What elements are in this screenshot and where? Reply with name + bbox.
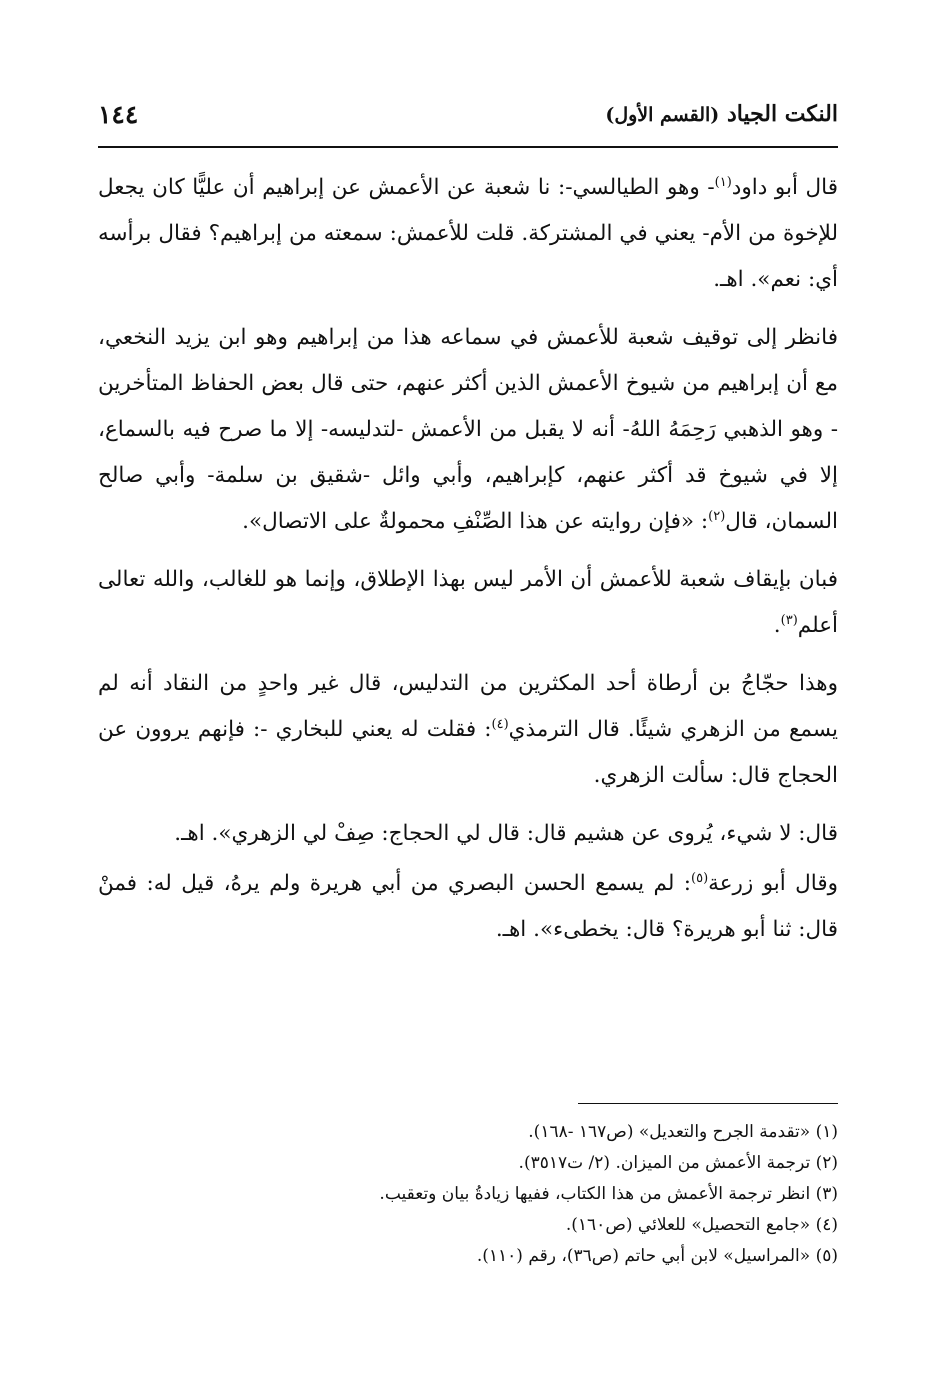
header-divider: [98, 146, 838, 148]
running-title: [605, 101, 838, 127]
paragraph: [98, 315, 838, 545]
paragraph-text: وقال أبو زرعة: [708, 871, 838, 896]
paragraph-text: فانظر إلى توقيف شعبة للأعمش في سماعه هذا من إبراهيم وهو ابن يزيد النخعي، مع أن إبراهيم من شيوخ الأعمش الذين أكثر عنهم، حتى قال بعض الحفاظ المتأخرين - وهو الذهبي رَحِمَهُ اللهُ- أنه لا يقبل من الأعمش -لتدليسه- إلا ما صرح فيه بالسماع، إلا في شيوخ قد أكثر عنهم، كإبراهيم، وأبي وائل -شقيق بن سلمة- وأبي صالح السمان، قال: [98, 325, 838, 534]
paragraph-text: : لم يسمع الحسن البصري من أبي هريرة ولم يرهُ، قيل له: فمنْ قال: ثنا أبو هريرة؟ قال: يخطىء». اهـ.: [98, 871, 838, 942]
footnote-5: (٥) «المراسيل» لابن أبي حاتم (ص٣٦)، رقم (١١٠).: [476, 1246, 838, 1266]
paragraph: [98, 661, 838, 799]
footnote-marker: (٤): [491, 716, 509, 732]
paragraph-text: - وهو الطيالسي-: نا شعبة عن الأعمش عن إبراهيم أن عليًّا كان يجعل للإخوة من الأم- يعني في المشتركة. قلت للأعمش: سمعته من إبراهيم؟ فقال برأسه أي: نعم». اهـ.: [98, 175, 838, 292]
footnote-2: (٢) ترجمة الأعمش من الميزان. (٢/ ت٣٥١٧).: [518, 1153, 838, 1173]
footnote-marker: (٣): [780, 612, 798, 628]
footnote-marker: (٥): [691, 870, 709, 886]
paragraph: [98, 811, 838, 857]
paragraph-text: : فقلت له يعني للبخاري -: فإنهم يروون عن الحجاج قال: سألت الزهري.: [98, 717, 838, 788]
footnote-3: (٣) انظر ترجمة الأعمش من هذا الكتاب، ففيها زيادةُ بيان وتعقيب.: [379, 1184, 838, 1204]
footnote-divider: [578, 1103, 838, 1104]
paragraph-text: .: [773, 613, 781, 638]
page-header: [98, 92, 838, 136]
page-number: ١٤٤: [98, 99, 139, 129]
book-section: (القسم الأول): [605, 104, 720, 126]
footnote-marker: (٢): [708, 508, 726, 524]
paragraph-text: وهذا حجّاجُ بن أرطاة أحد المكثرين من التدليس، قال غير واحدٍ من النقاد أنه لم يسمع من الزهري شيئًا. قال الترمذي: [98, 671, 838, 742]
footnotes: [98, 1117, 838, 1272]
paragraph: [98, 165, 838, 303]
paragraph: [98, 861, 838, 953]
paragraph: [98, 557, 838, 649]
paragraph-text: فبان بإيقاف شعبة للأعمش أن الأمر ليس بهذا الإطلاق، وإنما هو للغالب، والله تعالى أعلم: [98, 567, 838, 638]
paragraph-text: : «فإن روايته عن هذا الصِّنْفِ محمولةٌ على الاتصال».: [242, 509, 709, 534]
paragraph-text: قال أبو داود: [731, 175, 838, 200]
paragraph-text: قال: لا شيء، يُروى عن هشيم قال: قال لي الحجاج: صِفْ لي الزهري». اهـ.: [174, 821, 838, 846]
book-page: [98, 0, 838, 1387]
main-text: [98, 165, 838, 965]
footnote-1: (١) «تقدمة الجرح والتعديل» (ص١٦٧ -١٦٨).: [528, 1122, 838, 1142]
book-title: النكت الجياد: [726, 101, 838, 127]
footnote-marker: (١): [714, 174, 732, 190]
footnote-4: (٤) «جامع التحصيل» للعلائي (ص١٦٠).: [565, 1215, 838, 1235]
